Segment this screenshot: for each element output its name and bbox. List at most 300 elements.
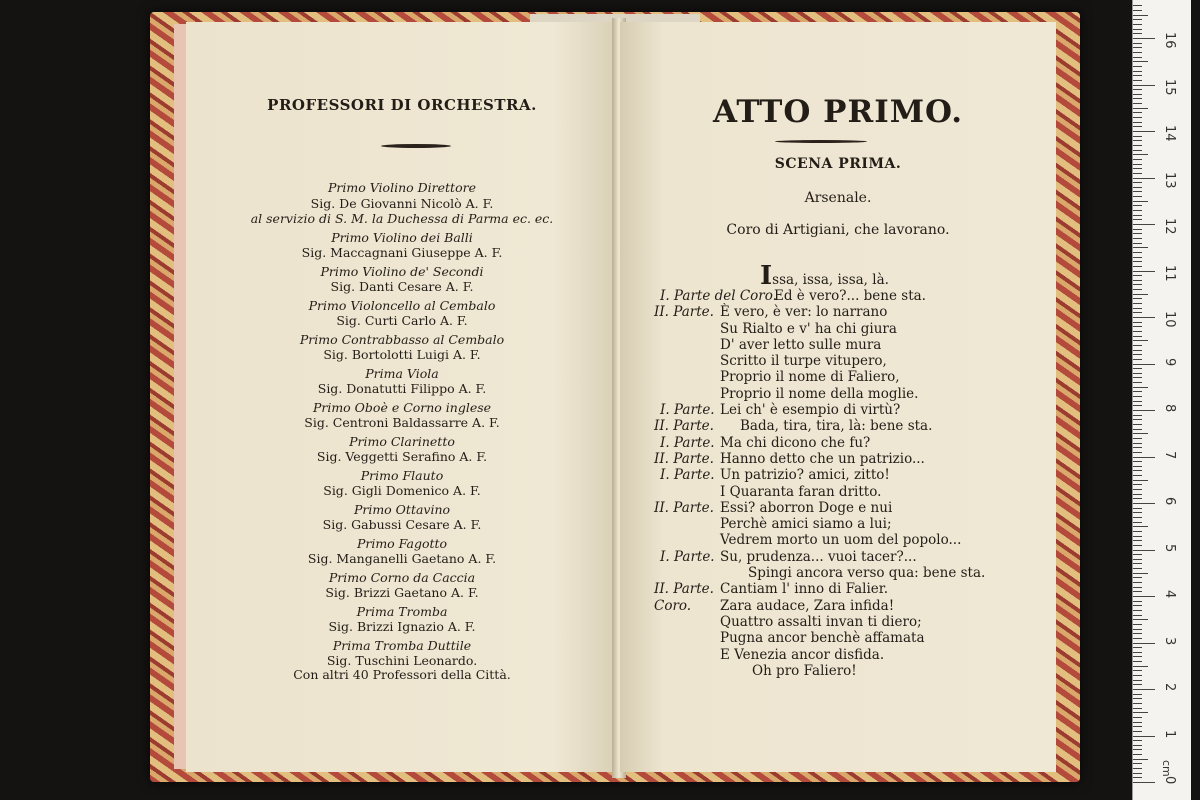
ruler-number: 8 — [1162, 404, 1177, 413]
orchestra-entry — [186, 400, 618, 431]
dialog-line — [650, 598, 1050, 614]
verse-words: Su Rialto e v' ha chi giura — [720, 320, 897, 337]
verse-text — [720, 386, 918, 402]
ruler-tick — [1133, 531, 1142, 532]
ruler-tick — [1133, 29, 1142, 30]
dialog-line — [650, 581, 1050, 597]
instrument-role: Primo Violino dei Balli — [331, 229, 473, 245]
musician-name: al servizio di S. M. la Duchessa di Parma ec. ec. — [250, 211, 554, 226]
ruler-tick — [1133, 94, 1142, 95]
title-rule — [775, 140, 867, 143]
ruler-tick — [1133, 187, 1142, 188]
ruler-tick — [1133, 494, 1142, 495]
ruler-tick — [1133, 229, 1142, 230]
verse-text — [720, 532, 961, 548]
speaker-label: II. Parte. — [654, 304, 714, 321]
verse-text — [720, 337, 881, 353]
ruler-tick — [1133, 382, 1142, 383]
ruler-tick — [1133, 168, 1142, 169]
ruler-tick — [1133, 266, 1142, 267]
ruler-number: 14 — [1162, 125, 1177, 142]
ruler-tick — [1133, 554, 1142, 555]
instrument-role: Primo Violino de' Secondi — [320, 263, 484, 279]
ruler-tick — [1133, 726, 1142, 727]
orchestra-entry — [186, 366, 618, 397]
ruler-tick — [1133, 247, 1148, 248]
ruler-tick — [1133, 452, 1142, 453]
verse-text — [720, 353, 887, 369]
ruler-tick — [1133, 271, 1155, 272]
ruler-tick — [1133, 298, 1142, 299]
left-page — [186, 22, 618, 772]
ruler-tick — [1133, 763, 1142, 764]
orchestra-entry — [186, 434, 618, 465]
ruler-tick — [1133, 108, 1148, 109]
speaker-label: II. Parte. — [654, 581, 714, 598]
ruler-tick — [1133, 224, 1155, 225]
dialog-line — [650, 288, 1050, 304]
speaker-label: II. Parte. — [654, 450, 714, 467]
ruler-tick — [1133, 689, 1155, 690]
dialog-line — [650, 532, 1050, 548]
orchestra-entry — [186, 332, 618, 363]
musician-name: Sig. De Giovanni Nicolò A. F. — [310, 195, 494, 211]
ruler-tick — [1133, 466, 1142, 467]
ruler-number: 7 — [1162, 450, 1177, 459]
ruler-tick — [1133, 684, 1142, 685]
measuring-ruler — [1132, 0, 1191, 800]
ruler-tick — [1133, 522, 1142, 523]
instrument-role: Primo Flauto — [360, 467, 444, 483]
verse-words: Zara audace, Zara infida! — [720, 597, 895, 614]
ruler-tick — [1133, 159, 1142, 160]
orchestra-entry — [186, 468, 618, 499]
ruler-number: 16 — [1162, 32, 1177, 49]
ruler-tick — [1133, 210, 1142, 211]
ruler-tick — [1133, 759, 1148, 760]
ruler-number: 0 — [1162, 776, 1177, 785]
musician-name: Sig. Danti Cesare A. F. — [330, 279, 474, 294]
orchestra-entry — [186, 502, 618, 533]
ruler-tick — [1133, 387, 1148, 388]
ruler-tick — [1133, 670, 1142, 671]
ruler-number: 10 — [1162, 311, 1177, 328]
musician-name: Sig. Gabussi Cesare A. F. — [322, 517, 482, 532]
verse-text — [774, 288, 926, 304]
ruler-tick — [1133, 308, 1142, 309]
verse-words: Perchè amici siamo a lui; — [720, 516, 892, 533]
orchestra-list — [186, 180, 618, 672]
speaker-label: II. Parte. — [654, 418, 714, 435]
ruler-tick — [1133, 373, 1142, 374]
speaker-label: I. Parte. — [660, 434, 715, 451]
verse-text — [720, 369, 900, 385]
ruler-tick — [1133, 475, 1142, 476]
verse-text — [720, 451, 925, 467]
ruler-tick — [1133, 577, 1142, 578]
ruler-tick — [1133, 243, 1142, 244]
speaker-label: I. Parte del Coro. — [660, 288, 777, 304]
ruler-tick — [1133, 749, 1142, 750]
ruler-tick — [1133, 345, 1142, 346]
ruler-tick — [1133, 508, 1142, 509]
ruler-number: 13 — [1162, 171, 1177, 189]
ruler-tick — [1133, 536, 1142, 537]
dialog-line — [650, 647, 1050, 663]
ruler-tick — [1133, 503, 1155, 504]
ruler-tick — [1133, 754, 1142, 755]
ruler-tick — [1133, 98, 1142, 99]
ruler-tick — [1133, 145, 1142, 146]
ruler-tick — [1133, 75, 1142, 76]
verse-words: Cantiam l' inno di Falier. — [720, 581, 889, 598]
ruler-tick — [1133, 661, 1142, 662]
act-title: ATTO PRIMO. — [712, 94, 964, 130]
ruler-tick — [1133, 103, 1142, 104]
verse-words: Lei ch' è esempio di virtù? — [720, 402, 901, 419]
ruler-tick — [1133, 173, 1142, 174]
ruler-tick — [1133, 219, 1142, 220]
instrument-role: Primo Contrabbasso al Cembalo — [299, 331, 505, 347]
verse-text — [720, 467, 890, 483]
ruler-tick — [1133, 484, 1142, 485]
ruler-tick — [1133, 498, 1142, 499]
ruler-tick — [1133, 629, 1142, 630]
dialog-line — [650, 663, 1050, 679]
ruler-tick — [1133, 643, 1155, 644]
instrument-role: Prima Viola — [365, 365, 439, 381]
ruler-tick — [1133, 773, 1142, 774]
ruler-tick — [1133, 717, 1142, 718]
ruler-tick — [1133, 47, 1142, 48]
ruler-tick — [1133, 359, 1142, 360]
ruler-tick — [1133, 80, 1142, 81]
ruler-tick — [1133, 703, 1142, 704]
ruler-tick — [1133, 71, 1142, 72]
verse-text — [720, 500, 892, 516]
dialog-line — [650, 369, 1050, 385]
ruler-tick — [1133, 443, 1142, 444]
speaker-label: I. Parte. — [660, 548, 715, 565]
musician-name: Sig. Manganelli Gaetano A. F. — [307, 551, 497, 566]
ruler-tick — [1133, 252, 1142, 253]
dialog-line — [650, 451, 1050, 467]
ruler-tick — [1133, 429, 1142, 430]
ruler-tick — [1133, 461, 1142, 462]
verse-words: Quattro assalti invan ti diero; — [720, 613, 922, 630]
ruler-tick — [1133, 698, 1142, 699]
verse-words: È vero, è ver: lo narrano — [720, 304, 888, 321]
dialog-line — [650, 337, 1050, 353]
ruler-tick — [1133, 364, 1155, 365]
ruler-tick — [1133, 712, 1148, 713]
verse-words: Scritto il turpe vitupero, — [720, 353, 887, 370]
musician-name: Sig. Brizzi Gaetano A. F. — [325, 585, 479, 600]
verse-words: Proprio il nome di Faliero, — [720, 369, 900, 386]
musician-name: Sig. Tuschini Leonardo. — [326, 653, 478, 668]
instrument-role: Primo Oboè e Corno inglese — [312, 399, 492, 415]
verse-words: Hanno detto che un patrizio... — [720, 450, 925, 467]
dialog-line — [650, 500, 1050, 516]
verse-text — [720, 304, 887, 320]
ruler-tick — [1133, 182, 1142, 183]
dialog-line — [650, 418, 1050, 434]
ruler-tick — [1133, 633, 1142, 634]
ruler-tick — [1133, 57, 1142, 58]
ruler-tick — [1133, 377, 1142, 378]
ruler-tick — [1133, 284, 1142, 285]
verse-words: Su, prudenza... vuoi tacer?... — [720, 548, 917, 565]
ruler-tick — [1133, 596, 1155, 597]
dialog-line — [650, 402, 1050, 418]
ruler-tick — [1133, 405, 1142, 406]
orchestra-entry — [186, 638, 618, 669]
ruler-tick — [1133, 261, 1142, 262]
ruler-tick — [1133, 447, 1142, 448]
ruler-tick — [1133, 164, 1142, 165]
dialog-line — [650, 304, 1050, 320]
ruler-tick — [1133, 410, 1155, 411]
verse-words: D' aver letto sulle mura — [720, 336, 882, 353]
ruler-tick — [1133, 740, 1142, 741]
ruler-number: 9 — [1162, 357, 1177, 366]
ruler-tick — [1133, 573, 1148, 574]
ruler-tick — [1133, 517, 1142, 518]
dialog-line — [650, 353, 1050, 369]
verse-words: Proprio il nome della moglie. — [720, 385, 919, 402]
ruler-tick — [1133, 680, 1142, 681]
verse-text — [720, 581, 888, 597]
verse-text — [752, 663, 857, 679]
ruler-tick — [1133, 615, 1142, 616]
verse-words: Oh pro Faliero! — [752, 662, 857, 679]
instrument-role: Primo Violino Direttore — [328, 180, 476, 195]
ruler-tick — [1133, 652, 1142, 653]
verse-words: ssa, issa, issa, là. — [772, 272, 889, 288]
musician-name: Sig. Gigli Domenico A. F. — [323, 483, 481, 498]
ruler-tick — [1133, 610, 1142, 611]
ruler-tick — [1133, 303, 1142, 304]
ruler-tick — [1133, 470, 1142, 471]
ruler-tick — [1133, 568, 1142, 569]
ruler-tick — [1133, 43, 1142, 44]
ruler-tick — [1133, 489, 1142, 490]
ruler-tick — [1133, 312, 1142, 313]
ruler-tick — [1133, 15, 1148, 16]
ruler-tick — [1133, 480, 1148, 481]
ruler-tick — [1133, 85, 1155, 86]
ruler-tick — [1133, 540, 1142, 541]
ruler-tick — [1133, 419, 1142, 420]
ruler-number: 15 — [1162, 78, 1177, 96]
orchestra-entry — [186, 264, 618, 295]
ruler-tick — [1133, 322, 1142, 323]
ruler-tick — [1133, 233, 1142, 234]
ruler-tick — [1133, 350, 1142, 351]
verse-text — [720, 435, 870, 451]
ruler-number: 2 — [1162, 683, 1177, 692]
ruler-tick — [1133, 782, 1155, 783]
instrument-role: Primo Clarinetto — [349, 433, 455, 449]
verse-words: Spingi ancora verso qua: bene sta. — [748, 565, 986, 582]
dialog-line — [650, 516, 1050, 532]
ruler-tick — [1133, 117, 1142, 118]
verse-words: Ed è vero?... bene sta. — [774, 288, 926, 304]
verse-words: Vedrem morto un uom del popolo... — [720, 532, 962, 549]
ruler-tick — [1133, 89, 1142, 90]
musician-name: Sig. Maccagnani Giuseppe A. F. — [301, 245, 503, 260]
ruler-tick — [1133, 66, 1142, 67]
ruler-tick — [1133, 275, 1142, 276]
ruler-tick — [1133, 196, 1142, 197]
ruler-tick — [1133, 10, 1142, 11]
orchestra-entry — [186, 180, 618, 227]
verse-text — [740, 418, 932, 434]
verse-text — [720, 484, 881, 500]
instrument-role: Primo Violoncello al Cembalo — [308, 297, 496, 313]
ruler-tick — [1133, 122, 1142, 123]
ruler-tick — [1133, 154, 1148, 155]
dialog-line — [650, 386, 1050, 402]
ruler-tick — [1133, 238, 1142, 239]
ruler-tick — [1133, 205, 1142, 206]
ruler-tick — [1133, 24, 1142, 25]
ruler-unit: cm — [1160, 760, 1173, 777]
instrument-role: Primo Corno da Caccia — [328, 569, 476, 585]
ruler-number: 5 — [1162, 543, 1177, 552]
dialog-line — [650, 467, 1050, 483]
ruler-tick — [1133, 624, 1142, 625]
ruler-tick — [1133, 215, 1142, 216]
verse-text — [720, 630, 925, 646]
verse-words: Pugna ancor benchè affamata — [720, 630, 925, 647]
ruler-tick — [1133, 126, 1142, 127]
instrument-role: Prima Tromba — [356, 603, 448, 619]
ruler-tick — [1133, 336, 1142, 337]
ruler-tick — [1133, 591, 1142, 592]
dialog-line — [650, 261, 1050, 291]
ruler-tick — [1133, 638, 1142, 639]
ruler-tick — [1133, 601, 1142, 602]
ornament-rule — [381, 144, 451, 148]
orchestra-heading: PROFESSORI DI ORCHESTRA. — [267, 96, 537, 114]
ruler-tick — [1133, 368, 1142, 369]
verse-text — [720, 549, 917, 565]
speaker-label: I. Parte. — [660, 402, 715, 419]
ruler-tick — [1133, 457, 1155, 458]
drop-capital: I — [760, 261, 773, 291]
ruler-tick — [1133, 512, 1142, 513]
ruler-tick — [1133, 140, 1142, 141]
ruler-tick — [1133, 5, 1142, 6]
ruler-number: 11 — [1162, 264, 1177, 282]
ruler-tick — [1133, 178, 1155, 179]
libretto-dialog — [650, 261, 1050, 679]
ruler-tick — [1133, 294, 1148, 295]
ruler-tick — [1133, 438, 1142, 439]
ruler-number: 3 — [1162, 636, 1177, 645]
verse-text — [748, 565, 985, 581]
ruler-tick — [1133, 675, 1142, 676]
ruler-tick — [1133, 396, 1142, 397]
instrument-role: Prima Tromba Duttile — [332, 637, 472, 653]
musician-name: Sig. Brizzi Ignazio A. F. — [328, 619, 476, 634]
ruler-tick — [1133, 424, 1142, 425]
dialog-line — [650, 321, 1050, 337]
verse-text — [720, 321, 897, 337]
musician-name: Sig. Bortolotti Luigi A. F. — [323, 347, 481, 362]
ruler-tick — [1133, 587, 1142, 588]
ruler-tick — [1133, 647, 1142, 648]
orchestra-entry — [186, 298, 618, 329]
ruler-tick — [1133, 52, 1142, 53]
verse-words: Bada, tira, tira, là: bene sta. — [740, 418, 933, 435]
verse-text — [720, 402, 900, 418]
speaker-label: II. Parte. — [654, 499, 714, 516]
ruler-tick — [1133, 136, 1142, 137]
ruler-tick — [1133, 656, 1142, 657]
ruler-tick — [1133, 61, 1148, 62]
ruler-tick — [1133, 526, 1148, 527]
scene-place: Arsenale. — [804, 190, 872, 206]
verse-text — [720, 647, 884, 663]
musician-name: Sig. Curti Carlo A. F. — [336, 313, 468, 328]
ruler-tick — [1133, 340, 1148, 341]
ruler-tick — [1133, 191, 1142, 192]
ruler-tick — [1133, 745, 1142, 746]
ruler-tick — [1133, 559, 1142, 560]
verse-words: Ma chi dicono che fu? — [720, 434, 871, 451]
verse-words: E Venezia ancor disfida. — [720, 646, 885, 663]
ruler-tick — [1133, 708, 1142, 709]
ruler-tick — [1133, 736, 1155, 737]
ruler-tick — [1133, 331, 1142, 332]
orchestra-entry — [186, 570, 618, 601]
dialog-line — [650, 565, 1050, 581]
closing-line: Con altri 40 Professori della Città. — [293, 667, 511, 682]
ruler-tick — [1133, 201, 1148, 202]
dialog-line — [650, 630, 1050, 646]
ruler-tick — [1133, 401, 1142, 402]
ruler-tick — [1133, 605, 1142, 606]
ruler-tick — [1133, 33, 1142, 34]
ruler-tick — [1133, 582, 1142, 583]
speaker-label: I. Parte. — [660, 467, 715, 484]
ruler-tick — [1133, 280, 1142, 281]
verse-text — [720, 614, 922, 630]
chorus-description: Coro di Artigiani, che lavorano. — [726, 222, 950, 238]
instrument-role: Primo Ottavino — [353, 501, 451, 517]
musician-name: Sig. Veggetti Serafino A. F. — [316, 449, 488, 464]
ruler-number: 4 — [1162, 590, 1177, 599]
instrument-role: Primo Fagotto — [356, 535, 448, 551]
verse-words: I Quaranta faran dritto. — [720, 483, 882, 500]
ruler-tick — [1133, 563, 1142, 564]
ruler-tick — [1133, 391, 1142, 392]
ruler-tick — [1133, 326, 1142, 327]
ruler-tick — [1133, 694, 1142, 695]
ruler-tick — [1133, 433, 1148, 434]
ruler-tick — [1133, 666, 1148, 667]
ruler-tick — [1133, 150, 1142, 151]
ruler-number: 1 — [1162, 729, 1177, 738]
speaker-label: Coro. — [654, 597, 692, 614]
ruler-tick — [1133, 619, 1148, 620]
verse-text — [720, 598, 894, 614]
ruler-tick — [1133, 131, 1155, 132]
ruler-tick — [1133, 317, 1155, 318]
ruler-tick — [1133, 257, 1142, 258]
